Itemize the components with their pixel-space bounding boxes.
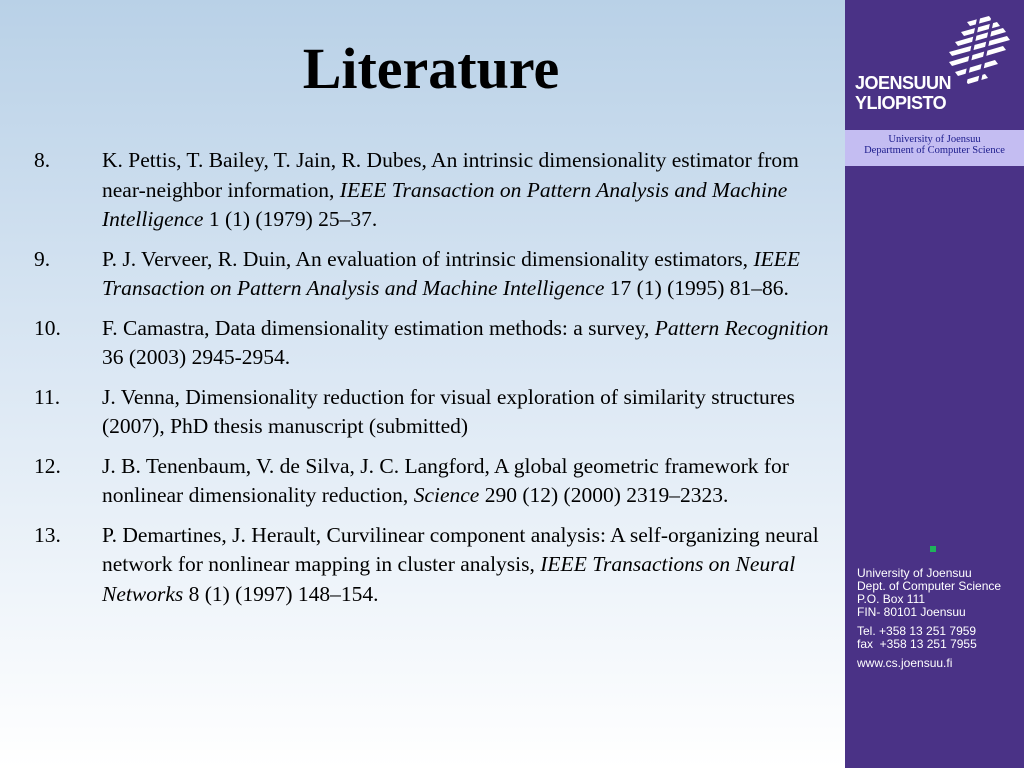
reference-text: P. J. Verveer, R. Duin, An evaluation of intrinsic dimensionality estimators, IEEE Transaction on Pattern Analysis and Machine Intelligence 17 (1) (1995) 81–86. — [102, 246, 800, 300]
green-square-icon — [930, 546, 936, 552]
reference-number: 13. — [34, 522, 61, 547]
reference-text: J. Venna, Dimensionality reduction for visual exploration of similarity structures (2007), PhD thesis manuscript (submitted) — [102, 384, 795, 438]
reference-number: 8. — [34, 148, 51, 172]
reference-text: F. Camastra, Data dimensionality estimation methods: a survey, Pattern Recognition 36 (2003) 2945-2954. — [102, 315, 829, 369]
contact-postal-code: FIN- 80101 Joensuu — [857, 605, 966, 619]
reference-list — [34, 146, 834, 619]
reference-text: K. Pettis, T. Bailey, T. Jain, R. Dubes, An intrinsic dimensionality estimator from near-neighbor information, IEEE Transaction on Pattern Analysis and Machine Intelligence 1 (1) (1979) 25–37. — [102, 148, 799, 231]
reference-text: J. B. Tenenbaum, V. de Silva, J. C. Langford, A global geometric framework for nonlinear dimensionality reduction, Science 290 (12) (2000) 2319–2323. — [102, 453, 789, 507]
department-band — [845, 130, 1024, 166]
reference-number: 12. — [34, 453, 61, 478]
contact-fax: fax +358 13 251 7955 — [857, 637, 977, 651]
reference-item — [34, 383, 834, 442]
reference-item — [34, 314, 834, 373]
contact-university: University of Joensuu — [857, 566, 972, 580]
university-logo — [845, 0, 1024, 129]
band-university-name: University of Joensuu — [888, 134, 981, 145]
contact-website-link[interactable]: www.cs.joensuu.fi — [857, 656, 953, 670]
reference-item — [34, 146, 834, 235]
reference-number: 11. — [34, 384, 61, 409]
contact-telephone: Tel. +358 13 251 7959 — [857, 624, 977, 638]
logo-text-line1: JOENSUUN — [855, 73, 952, 93]
reference-item — [34, 452, 834, 511]
band-department-name: Department of Computer Science — [864, 145, 1005, 156]
reference-number: 10. — [34, 315, 61, 340]
contact-info — [857, 567, 1001, 670]
reference-number: 9. — [34, 246, 51, 271]
reference-item — [34, 245, 834, 304]
reference-text: P. Demartines, J. Herault, Curvilinear component analysis: A self-organizing neural network for nonlinear mapping in cluster analysis, IEEE Transactions on Neural Networks 8 (1) (1997) 148–154. — [102, 522, 819, 606]
university-logo-mark-icon — [945, 16, 1011, 84]
slide-title: Literature — [302, 36, 560, 101]
contact-department: Dept. of Computer Science — [857, 579, 1002, 593]
university-sidebar — [845, 0, 1024, 768]
reference-item — [34, 521, 834, 610]
logo-text-line2: YLIOPISTO — [855, 93, 947, 113]
contact-po-box: P.O. Box 111 — [857, 592, 926, 606]
